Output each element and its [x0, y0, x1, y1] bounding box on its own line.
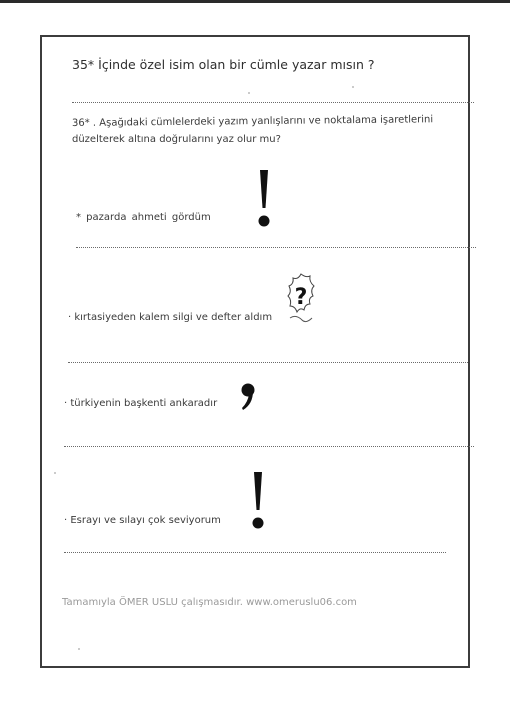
answer-line-2 [68, 362, 468, 363]
sentence-2: · kırtasiyeden kalem silgi ve defter aldım [68, 312, 273, 323]
sentence-1: * pazarda ahmeti gördüm [76, 212, 211, 223]
answer-line-35 [72, 102, 474, 103]
sentence-3: · türkiyenin başkenti ankaradır [64, 398, 218, 409]
question-36-line-1: 36* . Aşağıdaki cümlelerdeki yazım yanlışlarını ve noktalama işaretlerini [71, 114, 434, 129]
svg-text:?: ? [294, 285, 308, 310]
sentence-4: · Esrayı ve sılayı çok seviyorum [64, 515, 221, 526]
question-icon [286, 272, 316, 330]
exclamation-icon [254, 168, 274, 230]
scan-speck [352, 86, 354, 88]
answer-line-4 [64, 552, 446, 553]
exclamation-icon [248, 470, 268, 532]
scan-speck [248, 92, 250, 94]
footer-credit: Tamamıyla ÖMER USLU çalışmasıdır. www.omeruslu06.com [62, 597, 357, 608]
scan-top-edge [0, 0, 510, 3]
comma-icon [240, 382, 258, 414]
scan-speck [54, 472, 56, 474]
scan-speck [78, 648, 80, 650]
worksheet-frame [40, 35, 470, 668]
answer-line-1 [76, 247, 476, 248]
question-36-line-2: düzelterek altına doğrularını yaz olur mu? [72, 134, 281, 145]
question-35-text: 35* İçinde özel isim olan bir cümle yazar mısın ? [72, 57, 375, 72]
answer-line-3 [64, 446, 474, 447]
